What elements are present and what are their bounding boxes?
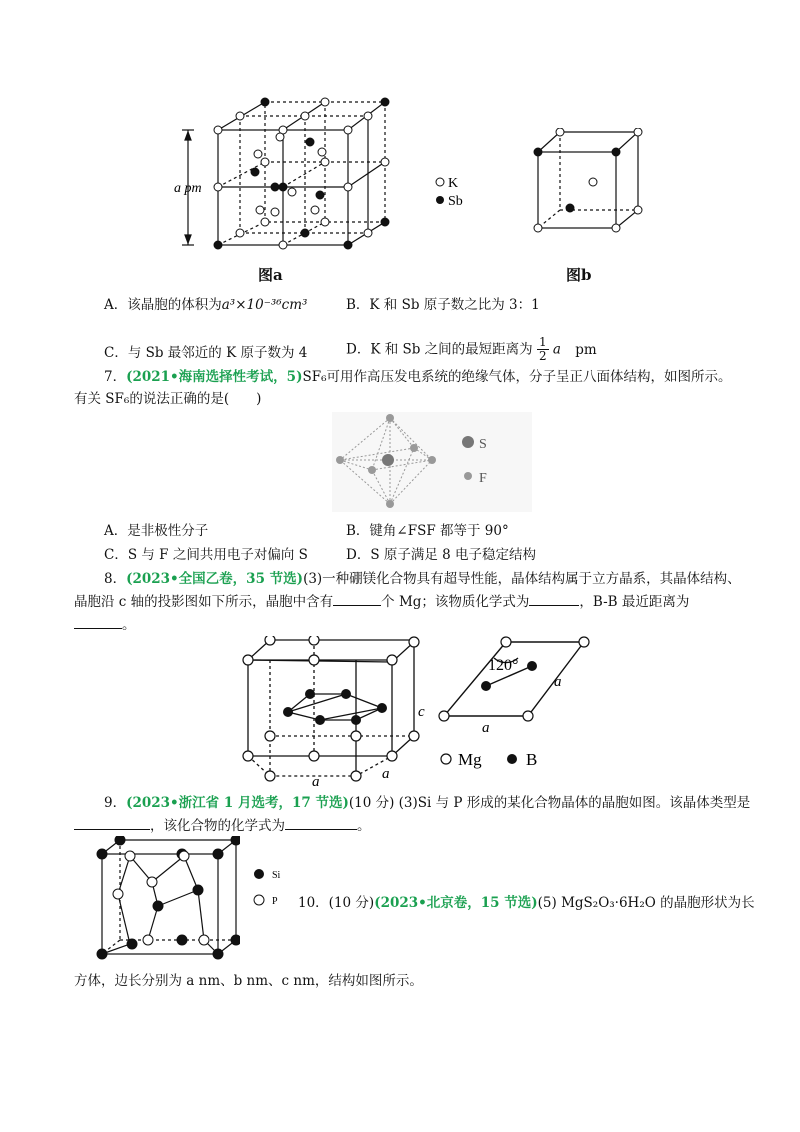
legend-si-p <box>252 866 292 910</box>
q9-blank-2[interactable] <box>285 817 357 830</box>
q10-stem-line1: 10．(10 分)(2023•北京卷，15 节选)(5) MgS₂O₃·6H₂O 的晶胞形状为长 <box>298 895 755 911</box>
q7-stem-line1: 7．(2021•海南选择性考试，5)SF₆可用作高压发电系统的绝缘气体，分子呈正八面体结构，如图所示。 <box>104 369 732 385</box>
figure-a-crystal-lattice <box>170 92 400 257</box>
q7-option-c: C．S 与 F 之间共用电子对偏向 S <box>104 547 308 563</box>
q8-blank-2[interactable] <box>529 593 579 606</box>
legend-k-sb <box>432 174 492 208</box>
label-a-side: a <box>382 766 390 782</box>
q7-option-d: D．S 原子满足 8 电子稳定结构 <box>346 547 537 563</box>
fig-b-caption: 图b <box>566 266 592 284</box>
label-a-front: a <box>312 774 320 786</box>
sf6-octahedron-figure <box>332 412 532 512</box>
q6-option-b: B．K 和 Sb 原子数之比为 3：1 <box>346 297 540 313</box>
q10-stem-line2: 方体，边长分别为 a nm、b nm、c nm，结构如图所示。 <box>74 973 423 989</box>
q8-blank-1[interactable] <box>333 593 381 606</box>
q8-stem-line1: 8．(2023•全国乙卷，35 节选)(3)一种硼镁化合物具有超导性能，晶体结构属于立方晶系，其晶体结构、 <box>104 571 741 587</box>
legend-f-label: F <box>479 471 487 486</box>
q7-stem-line2: 有关 SF₆的说法正确的是( ) <box>74 391 262 407</box>
label-c: c <box>418 704 425 720</box>
q9-stem-line1: 9．(2023•浙江省 1 月选考，17 节选)(10 分) (3)Si 与 P 形成的某化合物晶体的晶胞如图。该晶体类型是 <box>104 795 751 811</box>
fig-a-dim-label: a pm <box>174 181 202 196</box>
q7-option-b: B．键角∠FSF 都等于 90° <box>346 523 509 539</box>
q8-stem-line3: 。 <box>74 616 136 634</box>
legend-mg-label: Mg <box>458 750 482 769</box>
q6-option-d: D．K 和 Sb 之间的最短距离为 $\frac{1}{2}$ a pm <box>346 335 597 363</box>
q9-blank-1[interactable] <box>74 817 150 830</box>
q9-stem-line2: ，该化合物的化学式为 。 <box>74 817 371 835</box>
si-p-unit-cell <box>94 836 240 962</box>
fig-a-caption: 图a <box>258 266 283 284</box>
proj-label-a-bottom: a <box>482 720 490 736</box>
angle-label: 120° <box>488 657 519 674</box>
proj-label-a-side: a <box>554 674 562 690</box>
legend-s-label: S <box>479 437 487 452</box>
q8-stem-line2: 晶胞沿 c 轴的投影图如下所示，晶胞中含有 个 Mg；该物质化学式为 ，B-B 最近距离为 <box>74 594 690 610</box>
legend-p-label: P <box>272 896 278 907</box>
q8-blank-3[interactable] <box>74 616 122 629</box>
q6-option-c: C．与 Sb 最邻近的 K 原子数为 4 <box>104 345 308 361</box>
mgb2-crystal-structure <box>236 636 436 786</box>
q6-option-a: A．该晶胞的体积为a³×10⁻³⁶cm³ <box>104 297 308 313</box>
mgb2-c-axis-projection <box>436 636 596 771</box>
q7-option-a: A．是非极性分子 <box>104 523 209 539</box>
legend-sb-label: Sb <box>448 194 463 208</box>
legend-k-label: K <box>448 176 459 191</box>
legend-b-label: B <box>526 750 538 769</box>
figure-b-unit-cell <box>530 128 665 236</box>
legend-si-label: Si <box>272 870 281 881</box>
